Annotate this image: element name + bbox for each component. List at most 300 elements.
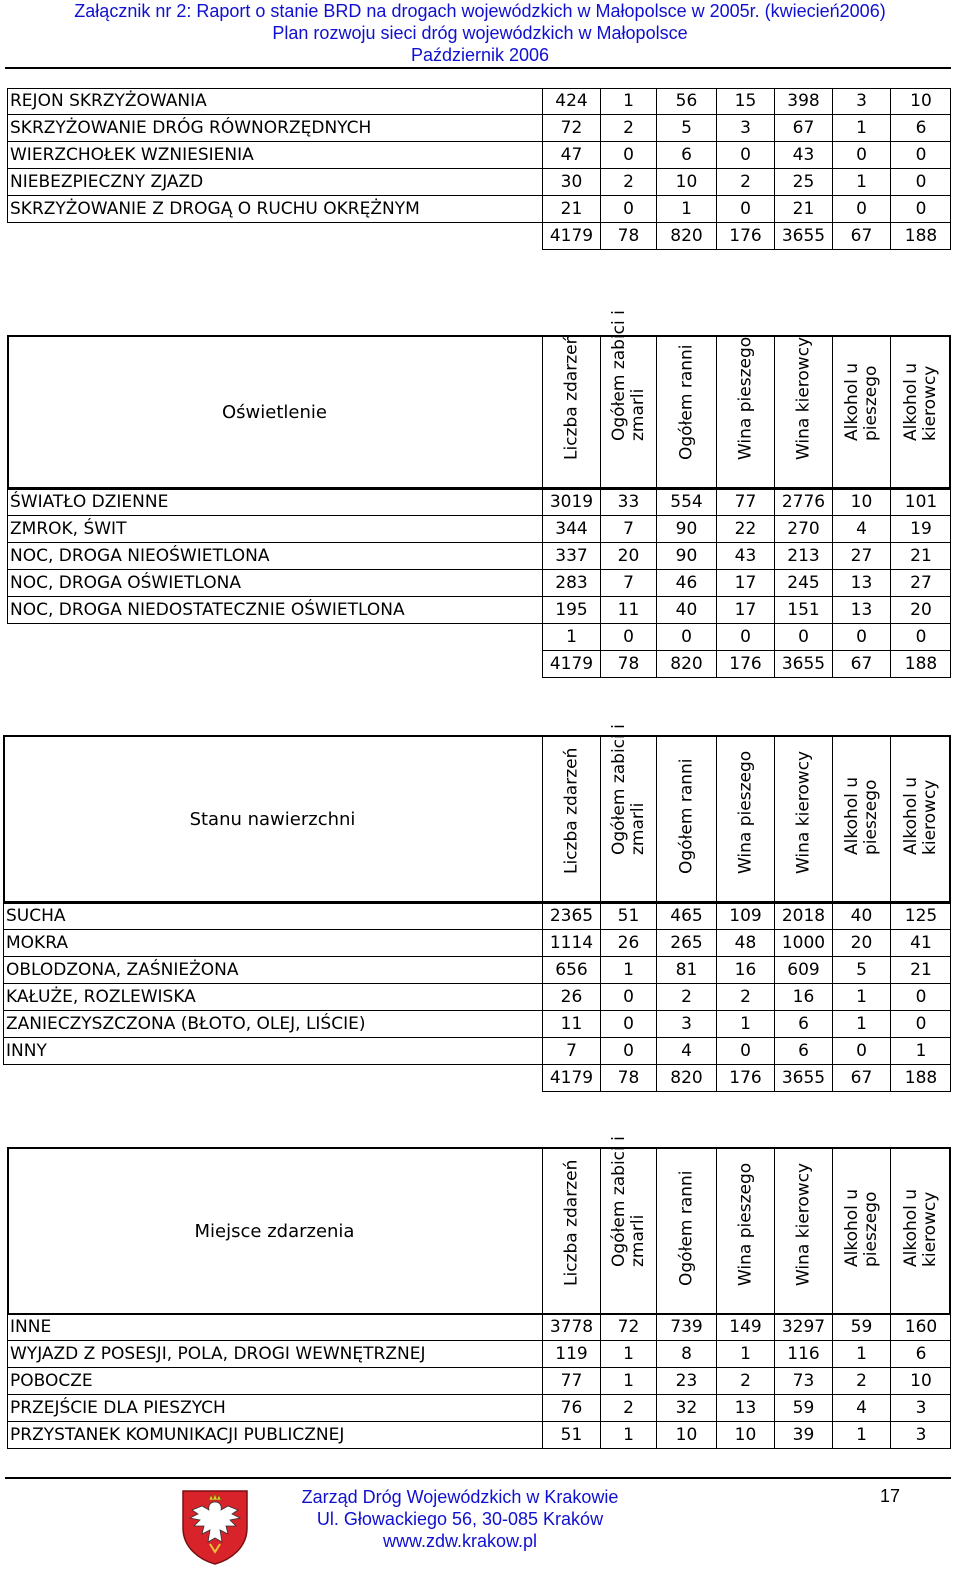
row-right-border [950,624,951,651]
table-cell: 67 [832,651,890,678]
row-right-border [950,543,951,570]
table-cell: 17 [716,597,774,624]
table-cell: 72 [542,115,600,142]
table-cell: 2776 [774,489,832,516]
header-rule [5,67,951,69]
table-cell: 2 [716,169,774,196]
table-cell: 265 [656,930,716,957]
table-cell: 119 [542,1341,600,1368]
row-left-border [7,1422,8,1449]
table-cell: 5 [832,957,890,984]
row-label: ŚWIATŁO DZIENNE [10,492,169,512]
row-left-border [7,1314,8,1341]
column-header-label: Liczba zdarzeń [561,1159,581,1286]
table-cell: 3655 [774,1065,832,1092]
table-cell: 188 [890,651,951,678]
table-cell: 0 [716,1038,774,1065]
row-right-border [950,570,951,597]
table-cell: 26 [542,984,600,1011]
table-cell: 48 [716,930,774,957]
table-cell: 32 [656,1395,716,1422]
column-header-label: Liczba zdarzeń [561,333,581,460]
table-title: Stanu nawierzchni [189,808,356,830]
table-cell: 78 [600,1065,656,1092]
row-left-border [7,1368,8,1395]
table-cell: 2 [716,984,774,1011]
table-cell: 2 [600,115,656,142]
table-cell: 90 [656,516,716,543]
column-header-label: Alkohol u kierowcy [901,1188,940,1267]
table-cell: 4 [832,516,890,543]
table-cell: 2 [656,984,716,1011]
table-cell: 4179 [542,1065,600,1092]
table-cell: 76 [542,1395,600,1422]
table-cell: 10 [656,169,716,196]
rows-top-border [7,88,951,89]
table-cell: 0 [600,984,656,1011]
table-cell: 19 [890,516,951,543]
row-left-border [3,930,4,957]
table-cell: 0 [716,624,774,651]
rows-top-border [7,489,951,490]
header-date: Październik 2006 [410,45,550,65]
table-cell: 0 [832,624,890,651]
row-right-border [950,1011,951,1038]
table-cell: 820 [656,651,716,678]
table-cell: 4179 [542,223,600,250]
table-cell: 465 [656,903,716,930]
table-cell: 10 [656,1422,716,1449]
row-right-border [950,930,951,957]
table-cell: 77 [542,1368,600,1395]
column-header [542,335,600,489]
row-right-border [950,516,951,543]
table-cell: 20 [600,543,656,570]
row-right-border [950,957,951,984]
row-right-border [950,489,951,516]
row-left-border [7,1395,8,1422]
table-cell: 0 [600,1011,656,1038]
column-header [656,1147,716,1315]
table-cell: 21 [774,196,832,223]
column-header [542,1147,600,1315]
column-header [716,735,774,903]
row-label: SKRZYŻOWANIE Z DROGĄ O RUCHU OKRĘŻNYM [10,199,420,219]
column-header-label: Wina pieszego [735,336,755,460]
table-cell: 820 [656,1065,716,1092]
table-cell: 20 [832,930,890,957]
table-cell: 1114 [542,930,600,957]
table-cell: 6 [774,1038,832,1065]
table-cell: 33 [600,489,656,516]
row-divider [7,1448,951,1449]
column-header [832,335,890,489]
table-cell: 2018 [774,903,832,930]
table-cell: 820 [656,223,716,250]
row-label: SKRZYŻOWANIE DRÓG RÓWNORZĘDNYCH [10,118,372,138]
table-cell: 0 [890,196,951,223]
column-header-label: Ogółem zabici i zmarli [608,310,648,441]
table-cell: 72 [600,1314,656,1341]
table-cell: 21 [890,543,951,570]
table-cell: 6 [656,142,716,169]
table-cell: 7 [600,516,656,543]
row-right-border [950,196,951,223]
column-header-label: Ogółem zabici i zmarli [608,724,648,855]
row-right-border [950,984,951,1011]
row-left-border [7,115,8,142]
table-cell: 59 [774,1395,832,1422]
table-cell: 1 [600,1422,656,1449]
column-header-label: Alkohol u kierowcy [901,776,940,855]
table-cell: 10 [890,88,951,115]
table-cell: 23 [656,1368,716,1395]
column-header [832,735,890,903]
column-header [832,1147,890,1315]
table-cell: 21 [542,196,600,223]
table-cell: 245 [774,570,832,597]
table-cell: 78 [600,651,656,678]
table-cell: 11 [542,1011,600,1038]
row-right-border [950,903,951,930]
table-cell: 67 [832,1065,890,1092]
column-header [600,310,656,489]
table-cell: 149 [716,1314,774,1341]
row-left-border [3,984,4,1011]
column-header-label: Alkohol u pieszego [841,1188,881,1267]
table-cell: 1 [600,1341,656,1368]
table-cell: 39 [774,1422,832,1449]
table-cell: 0 [716,196,774,223]
row-right-border [950,142,951,169]
table-cell: 90 [656,543,716,570]
table-cell: 2 [716,1368,774,1395]
table-cell: 1 [832,1422,890,1449]
table-cell: 0 [716,142,774,169]
table-cell: 3297 [774,1314,832,1341]
table-cell: 27 [890,570,951,597]
table-cell: 8 [656,1341,716,1368]
row-right-border [950,223,951,250]
table-cell: 3655 [774,223,832,250]
column-header-label: Alkohol u pieszego [841,362,881,441]
table-cell: 0 [832,1038,890,1065]
row-right-border [950,1395,951,1422]
table-cell: 27 [832,543,890,570]
column-header-label: Ogółem zabici i zmarli [608,1136,648,1267]
table-cell: 20 [890,597,951,624]
row-label: ZMROK, ŚWIT [10,519,127,539]
table-cell: 10 [890,1368,951,1395]
table-cell: 2 [832,1368,890,1395]
table-cell: 46 [656,570,716,597]
table-cell: 59 [832,1314,890,1341]
column-header [716,335,774,489]
row-label: INNY [6,1041,47,1061]
table-cell: 26 [600,930,656,957]
table-cell: 13 [716,1395,774,1422]
table-cell: 6 [774,1011,832,1038]
table-cell: 40 [832,903,890,930]
row-label: ZANIECZYSZCZONA (BŁOTO, OLEJ, LIŚCIE) [6,1014,366,1034]
row-right-border [950,597,951,624]
table-cell: 43 [774,142,832,169]
table-cell: 1 [600,1368,656,1395]
table-cell: 0 [600,196,656,223]
table-cell: 41 [890,930,951,957]
table-cell: 16 [774,984,832,1011]
row-label: WYJAZD Z POSESJI, POLA, DROGI WEWNĘTRZNEJ [10,1344,426,1364]
column-header [890,335,951,489]
row-right-border [950,1368,951,1395]
table-cell: 213 [774,543,832,570]
table-cell: 21 [890,957,951,984]
table-title: Miejsce zdarzenia [194,1220,355,1242]
table-cell: 0 [832,196,890,223]
table-cell: 1 [832,169,890,196]
table-cell: 739 [656,1314,716,1341]
table-cell: 3 [716,115,774,142]
table-cell: 1 [656,196,716,223]
column-header [890,1147,951,1315]
row-label: INNE [10,1317,52,1337]
table-cell: 0 [600,142,656,169]
header-subtitle: Plan rozwoju sieci dróg wojewódzkich w Małopolsce [272,23,688,43]
table-cell: 3019 [542,489,600,516]
column-header-label: Ogółem ranni [676,758,696,874]
row-left-border [7,142,8,169]
table-cell: 4179 [542,651,600,678]
row-divider [542,1091,951,1092]
row-label: KAŁUŻE, ROZLEWISKA [6,987,196,1007]
row-left-border [3,1038,4,1065]
row-left-border [7,196,8,223]
table-cell: 43 [716,543,774,570]
row-right-border [950,1065,951,1092]
table-cell: 0 [656,624,716,651]
table-cell: 0 [890,984,951,1011]
table-cell: 1000 [774,930,832,957]
row-left-border [7,570,8,597]
footer-organization: Zarząd Dróg Wojewódzkich w Krakowie [301,1487,619,1507]
table-cell: 109 [716,903,774,930]
row-left-border [7,543,8,570]
table-cell: 13 [832,570,890,597]
column-header [774,1147,832,1315]
table-cell: 10 [716,1422,774,1449]
row-right-border [950,1314,951,1341]
column-header [716,1147,774,1315]
row-label: NOC, DROGA NIEOŚWIETLONA [10,546,270,566]
column-header-label: Wina pieszego [735,1162,755,1286]
row-right-border [950,1422,951,1449]
table-cell: 160 [890,1314,951,1341]
table-cell: 1 [716,1011,774,1038]
table-cell: 116 [774,1341,832,1368]
table-cell: 0 [600,624,656,651]
table-cell: 0 [890,169,951,196]
table-cell: 101 [890,489,951,516]
table-cell: 2365 [542,903,600,930]
table-cell: 656 [542,957,600,984]
row-left-border [7,516,8,543]
table-cell: 13 [832,597,890,624]
rows-top-border [3,903,951,904]
row-left-border [3,1011,4,1038]
table-cell: 25 [774,169,832,196]
table-cell: 10 [832,489,890,516]
column-header-label: Ogółem ranni [676,1170,696,1286]
row-right-border [950,115,951,142]
column-header [656,735,716,903]
row-right-border [950,1038,951,1065]
table-cell: 6 [890,1341,951,1368]
table-cell: 30 [542,169,600,196]
table-cell: 15 [716,88,774,115]
column-header-label: Wina pieszego [735,750,755,874]
row-label: WIERZCHOŁEK WZNIESIENIA [10,145,254,165]
table-cell: 554 [656,489,716,516]
table-cell: 337 [542,543,600,570]
table-cell: 195 [542,597,600,624]
table-cell: 11 [600,597,656,624]
table-cell: 0 [890,624,951,651]
table-cell: 77 [716,489,774,516]
column-header-label: Alkohol u pieszego [841,776,881,855]
row-right-border [950,651,951,678]
table-cell: 125 [890,903,951,930]
column-header-label: Wina kierowcy [793,1162,813,1286]
table-cell: 176 [716,223,774,250]
table-cell: 1 [832,115,890,142]
row-label: PRZYSTANEK KOMUNIKACJI PUBLICZNEJ [10,1425,345,1445]
table-cell: 2 [600,169,656,196]
table-cell: 176 [716,651,774,678]
table-cell: 67 [832,223,890,250]
table-cell: 81 [656,957,716,984]
table-cell: 73 [774,1368,832,1395]
table-cell: 3 [832,88,890,115]
table-cell: 2 [600,1395,656,1422]
footer-rule [5,1477,951,1479]
row-left-border [7,489,8,516]
table-cell: 3655 [774,651,832,678]
table-cell: 3 [656,1011,716,1038]
row-label: REJON SKRZYŻOWANIA [10,91,207,111]
column-header-label: Alkohol u kierowcy [901,362,940,441]
table-cell: 1 [600,957,656,984]
column-header-label: Liczba zdarzeń [561,747,581,874]
column-header [542,735,600,903]
table-cell: 17 [716,570,774,597]
table-cell: 0 [774,624,832,651]
footer-website: www.zdw.krakow.pl [382,1531,538,1551]
table-cell: 1 [832,984,890,1011]
table-cell: 56 [656,88,716,115]
page-number: 17 [880,1486,901,1506]
table-cell: 283 [542,570,600,597]
table-cell: 1 [832,1341,890,1368]
table-cell: 16 [716,957,774,984]
table-cell: 78 [600,223,656,250]
column-header [890,735,951,903]
row-left-border [7,597,8,624]
table-cell: 6 [890,115,951,142]
row-left-border [7,1341,8,1368]
table-cell: 188 [890,223,951,250]
rows-top-border [7,1314,951,1315]
row-left-border [7,88,8,115]
table-cell: 151 [774,597,832,624]
row-label: OBLODZONA, ZAŚNIEŻONA [6,960,239,980]
footer-address: Ul. Głowackiego 56, 30-085 Kraków [316,1509,604,1529]
table-cell: 51 [600,903,656,930]
row-divider [542,249,951,250]
table-cell: 0 [890,142,951,169]
row-label: NIEBEZPIECZNY ZJAZD [10,172,204,192]
column-header-label: Wina kierowcy [793,750,813,874]
row-label: POBOCZE [10,1371,93,1391]
table-cell: 0 [890,1011,951,1038]
table-cell: 67 [774,115,832,142]
row-divider [542,677,951,678]
table-cell: 3 [890,1422,951,1449]
table-cell: 176 [716,1065,774,1092]
table-cell: 51 [542,1422,600,1449]
column-header [656,335,716,489]
table-cell: 0 [600,1038,656,1065]
table-cell: 4 [832,1395,890,1422]
column-header [774,335,832,489]
column-header [600,1136,656,1315]
column-header [600,724,656,903]
row-right-border [950,1341,951,1368]
table-cell: 5 [656,115,716,142]
table-cell: 1 [542,624,600,651]
row-label: SUCHA [6,906,66,926]
table-cell: 1 [890,1038,951,1065]
row-label: NOC, DROGA NIEDOSTATECZNIE OŚWIETLONA [10,600,405,620]
table-cell: 344 [542,516,600,543]
row-right-border [950,169,951,196]
table-cell: 270 [774,516,832,543]
table-cell: 1 [600,88,656,115]
table-cell: 4 [656,1038,716,1065]
table-cell: 22 [716,516,774,543]
table-cell: 7 [600,570,656,597]
table-cell: 40 [656,597,716,624]
row-left-border [7,169,8,196]
table-cell: 1 [716,1341,774,1368]
table-cell: 188 [890,1065,951,1092]
table-cell: 3778 [542,1314,600,1341]
header-title: Załącznik nr 2: Raport o stanie BRD na drogach wojewódzkich w Małopolsce w 2005r. (kwiecień2006) [74,1,886,21]
row-label: MOKRA [6,933,68,953]
table-cell: 3 [890,1395,951,1422]
row-label: NOC, DROGA OŚWIETLONA [10,573,241,593]
column-header-label: Wina kierowcy [793,336,813,460]
row-label: PRZEJŚCIE DLA PIESZYCH [10,1398,226,1418]
table-cell: 47 [542,142,600,169]
table-cell: 7 [542,1038,600,1065]
row-left-border [3,957,4,984]
table-cell: 1 [832,1011,890,1038]
column-header-label: Ogółem ranni [676,344,696,460]
column-header [774,735,832,903]
row-right-border [950,88,951,115]
table-cell: 609 [774,957,832,984]
row-left-border [3,903,4,930]
